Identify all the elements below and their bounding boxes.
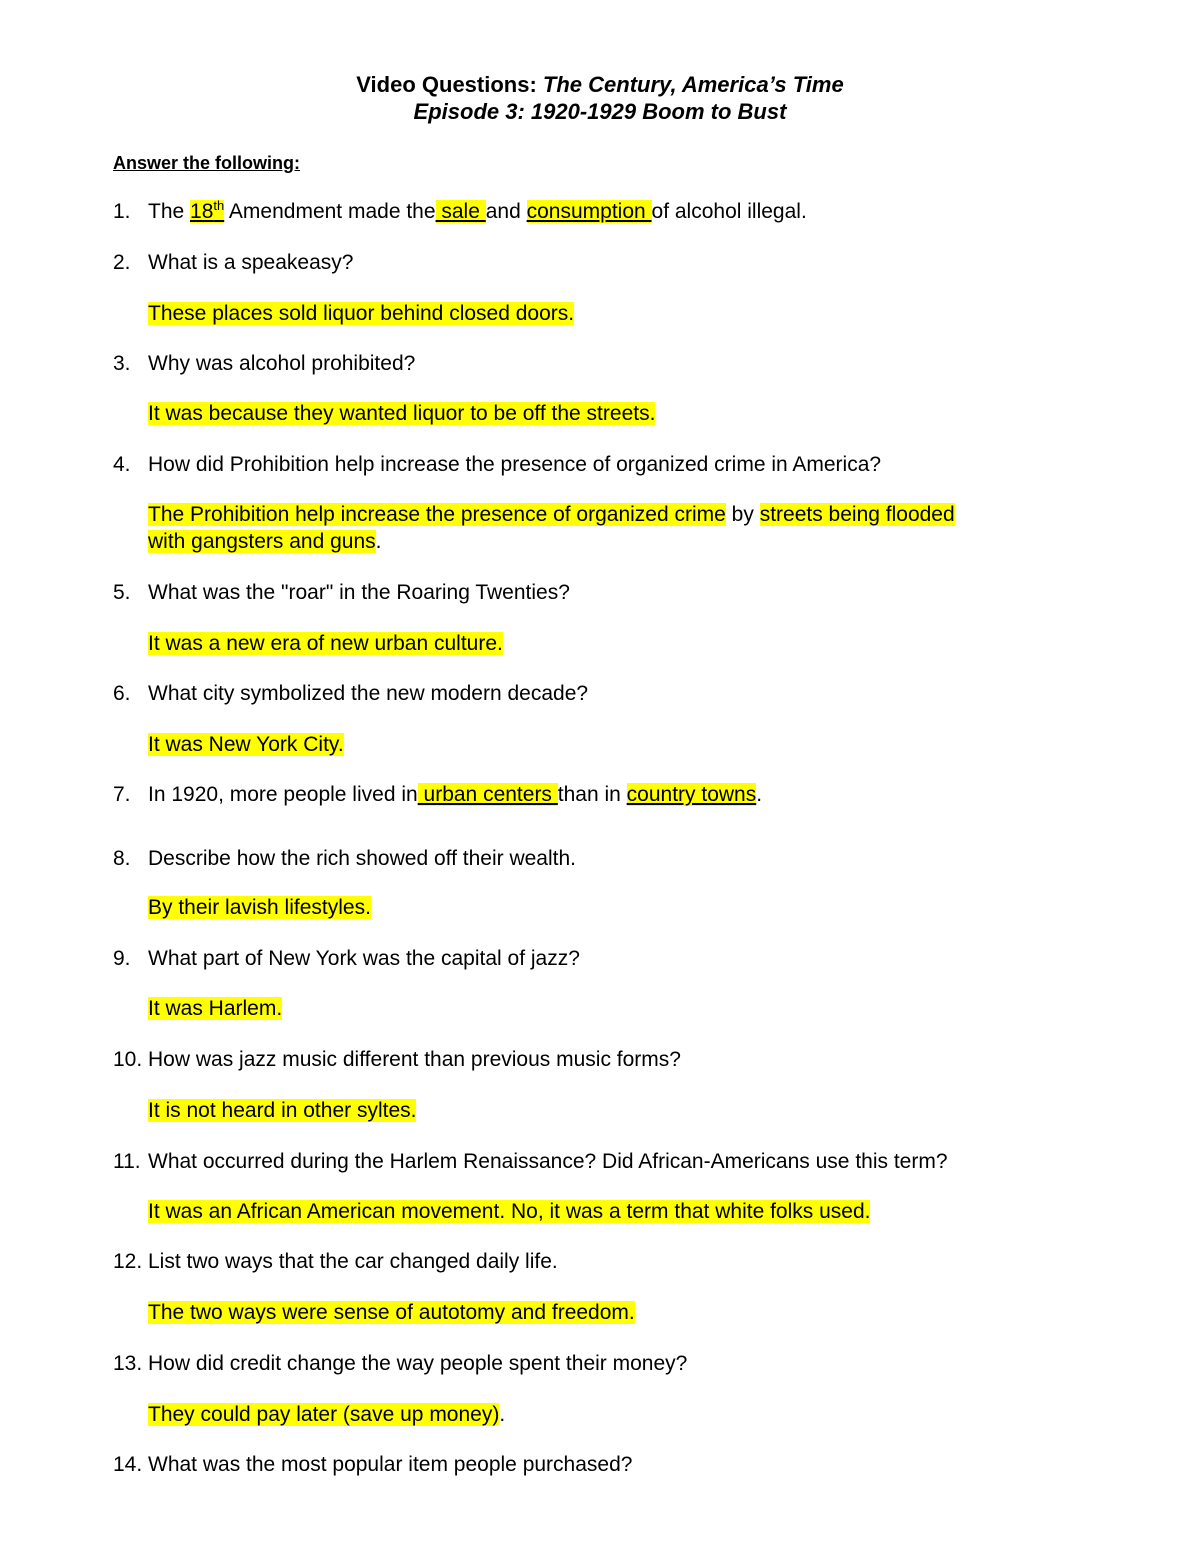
q1-blank-number: 18 bbox=[190, 200, 214, 223]
question-text: What city symbolized the new modern decade? bbox=[148, 682, 589, 705]
question-6 bbox=[113, 680, 588, 707]
question-text: What is a speakeasy? bbox=[148, 251, 354, 274]
answer-4-line-2 bbox=[148, 528, 382, 555]
question-1 bbox=[113, 198, 807, 225]
answer-text: It was New York City. bbox=[148, 733, 344, 756]
answer-13 bbox=[148, 1401, 505, 1428]
question-7 bbox=[113, 781, 762, 808]
question-2 bbox=[113, 249, 353, 276]
q1-text-e: and bbox=[485, 200, 527, 223]
answer-text: The Prohibition help increase the presence of organized crime bbox=[148, 503, 726, 526]
question-text: List two ways that the car changed daily life. bbox=[148, 1250, 558, 1273]
q1-text-a: The bbox=[148, 200, 191, 223]
question-number: 12. bbox=[113, 1250, 143, 1273]
question-13 bbox=[113, 1350, 687, 1377]
answer-text: It was because they wanted liquor to be off the streets. bbox=[148, 402, 656, 425]
q7-text-c: than in bbox=[557, 783, 627, 806]
episode-title: Episode 3: 1920-1929 Boom to Bust bbox=[413, 99, 787, 124]
answer-text: streets being flooded bbox=[759, 503, 955, 526]
question-number: 3. bbox=[113, 352, 131, 375]
answer-4-line-1 bbox=[148, 501, 955, 528]
question-text: How was jazz music different than previous music forms? bbox=[148, 1048, 681, 1071]
question-number: 10. bbox=[113, 1048, 143, 1071]
question-text: How did Prohibition help increase the presence of organized crime in America? bbox=[148, 453, 882, 476]
answer-text: It was a new era of new urban culture. bbox=[148, 632, 503, 655]
q7-blank-country: country towns bbox=[626, 783, 757, 806]
title-italic: The Century, America’s Time bbox=[542, 72, 844, 97]
answer-11 bbox=[148, 1198, 870, 1225]
answer-10 bbox=[148, 1097, 416, 1124]
question-number: 5. bbox=[113, 581, 131, 604]
q1-blank-amendment bbox=[190, 200, 224, 223]
answer-period: . bbox=[499, 1403, 506, 1426]
title-prefix: Video Questions: bbox=[356, 72, 537, 97]
q1-blank-sale: sale bbox=[435, 200, 486, 223]
answer-text: By their lavish lifestyles. bbox=[148, 896, 371, 919]
q7-blank-urban: urban centers bbox=[417, 783, 558, 806]
question-text: What was the most popular item people purchased? bbox=[148, 1453, 633, 1476]
question-9 bbox=[113, 945, 580, 972]
question-text: Describe how the rich showed off their wealth. bbox=[148, 847, 576, 870]
q1-blank-consumption: consumption bbox=[526, 200, 652, 223]
question-number: 7. bbox=[113, 783, 131, 806]
question-number: 1. bbox=[113, 200, 131, 223]
question-12 bbox=[113, 1248, 558, 1275]
worksheet-title bbox=[0, 72, 1200, 98]
answer-text: The two ways were sense of autotomy and freedom. bbox=[148, 1301, 635, 1324]
question-text: What was the "roar" in the Roaring Twenties? bbox=[148, 581, 570, 604]
answer-text: They could pay later (save up money) bbox=[148, 1403, 500, 1426]
answer-text: It is not heard in other syltes. bbox=[148, 1099, 417, 1122]
answer-text: It was Harlem. bbox=[148, 997, 283, 1020]
question-text: What part of New York was the capital of jazz? bbox=[148, 947, 580, 970]
question-11 bbox=[113, 1148, 948, 1175]
q7-period: . bbox=[756, 783, 763, 806]
answer-text: These places sold liquor behind closed doors. bbox=[148, 302, 575, 325]
question-14 bbox=[113, 1451, 632, 1478]
question-number: 9. bbox=[113, 947, 131, 970]
answer-text: It was an African American movement. No, it was a term that white folks used. bbox=[148, 1200, 871, 1223]
question-5 bbox=[113, 579, 570, 606]
q1-superscript: th bbox=[213, 198, 225, 213]
question-10 bbox=[113, 1046, 681, 1073]
question-text: How did credit change the way people spent their money? bbox=[148, 1352, 688, 1375]
answer-period: . bbox=[375, 530, 382, 553]
q7-text-a: In 1920, more people lived in bbox=[148, 783, 418, 806]
answer-text: with gangsters and guns bbox=[148, 530, 376, 553]
answer-3 bbox=[148, 400, 655, 427]
question-number: 14. bbox=[113, 1453, 143, 1476]
question-8 bbox=[113, 845, 576, 872]
answer-5 bbox=[148, 630, 503, 657]
answer-6 bbox=[148, 731, 344, 758]
question-number: 13. bbox=[113, 1352, 143, 1375]
question-text: Why was alcohol prohibited? bbox=[148, 352, 416, 375]
question-number: 11. bbox=[113, 1150, 141, 1173]
answer-12 bbox=[148, 1299, 635, 1326]
question-number: 6. bbox=[113, 682, 131, 705]
answer-connector: by bbox=[725, 503, 760, 526]
question-number: 8. bbox=[113, 847, 131, 870]
question-3 bbox=[113, 350, 415, 377]
answer-2 bbox=[148, 300, 574, 327]
instructions-heading: Answer the following: bbox=[113, 153, 300, 173]
question-text: What occurred during the Harlem Renaissance? Did African-Americans use this term? bbox=[148, 1150, 948, 1173]
q1-text-c: Amendment made the bbox=[224, 200, 436, 223]
answer-8 bbox=[148, 894, 371, 921]
question-number: 4. bbox=[113, 453, 131, 476]
q1-text-g: of alcohol illegal. bbox=[651, 200, 807, 223]
answer-9 bbox=[148, 995, 282, 1022]
question-number: 2. bbox=[113, 251, 131, 274]
question-4 bbox=[113, 451, 881, 478]
